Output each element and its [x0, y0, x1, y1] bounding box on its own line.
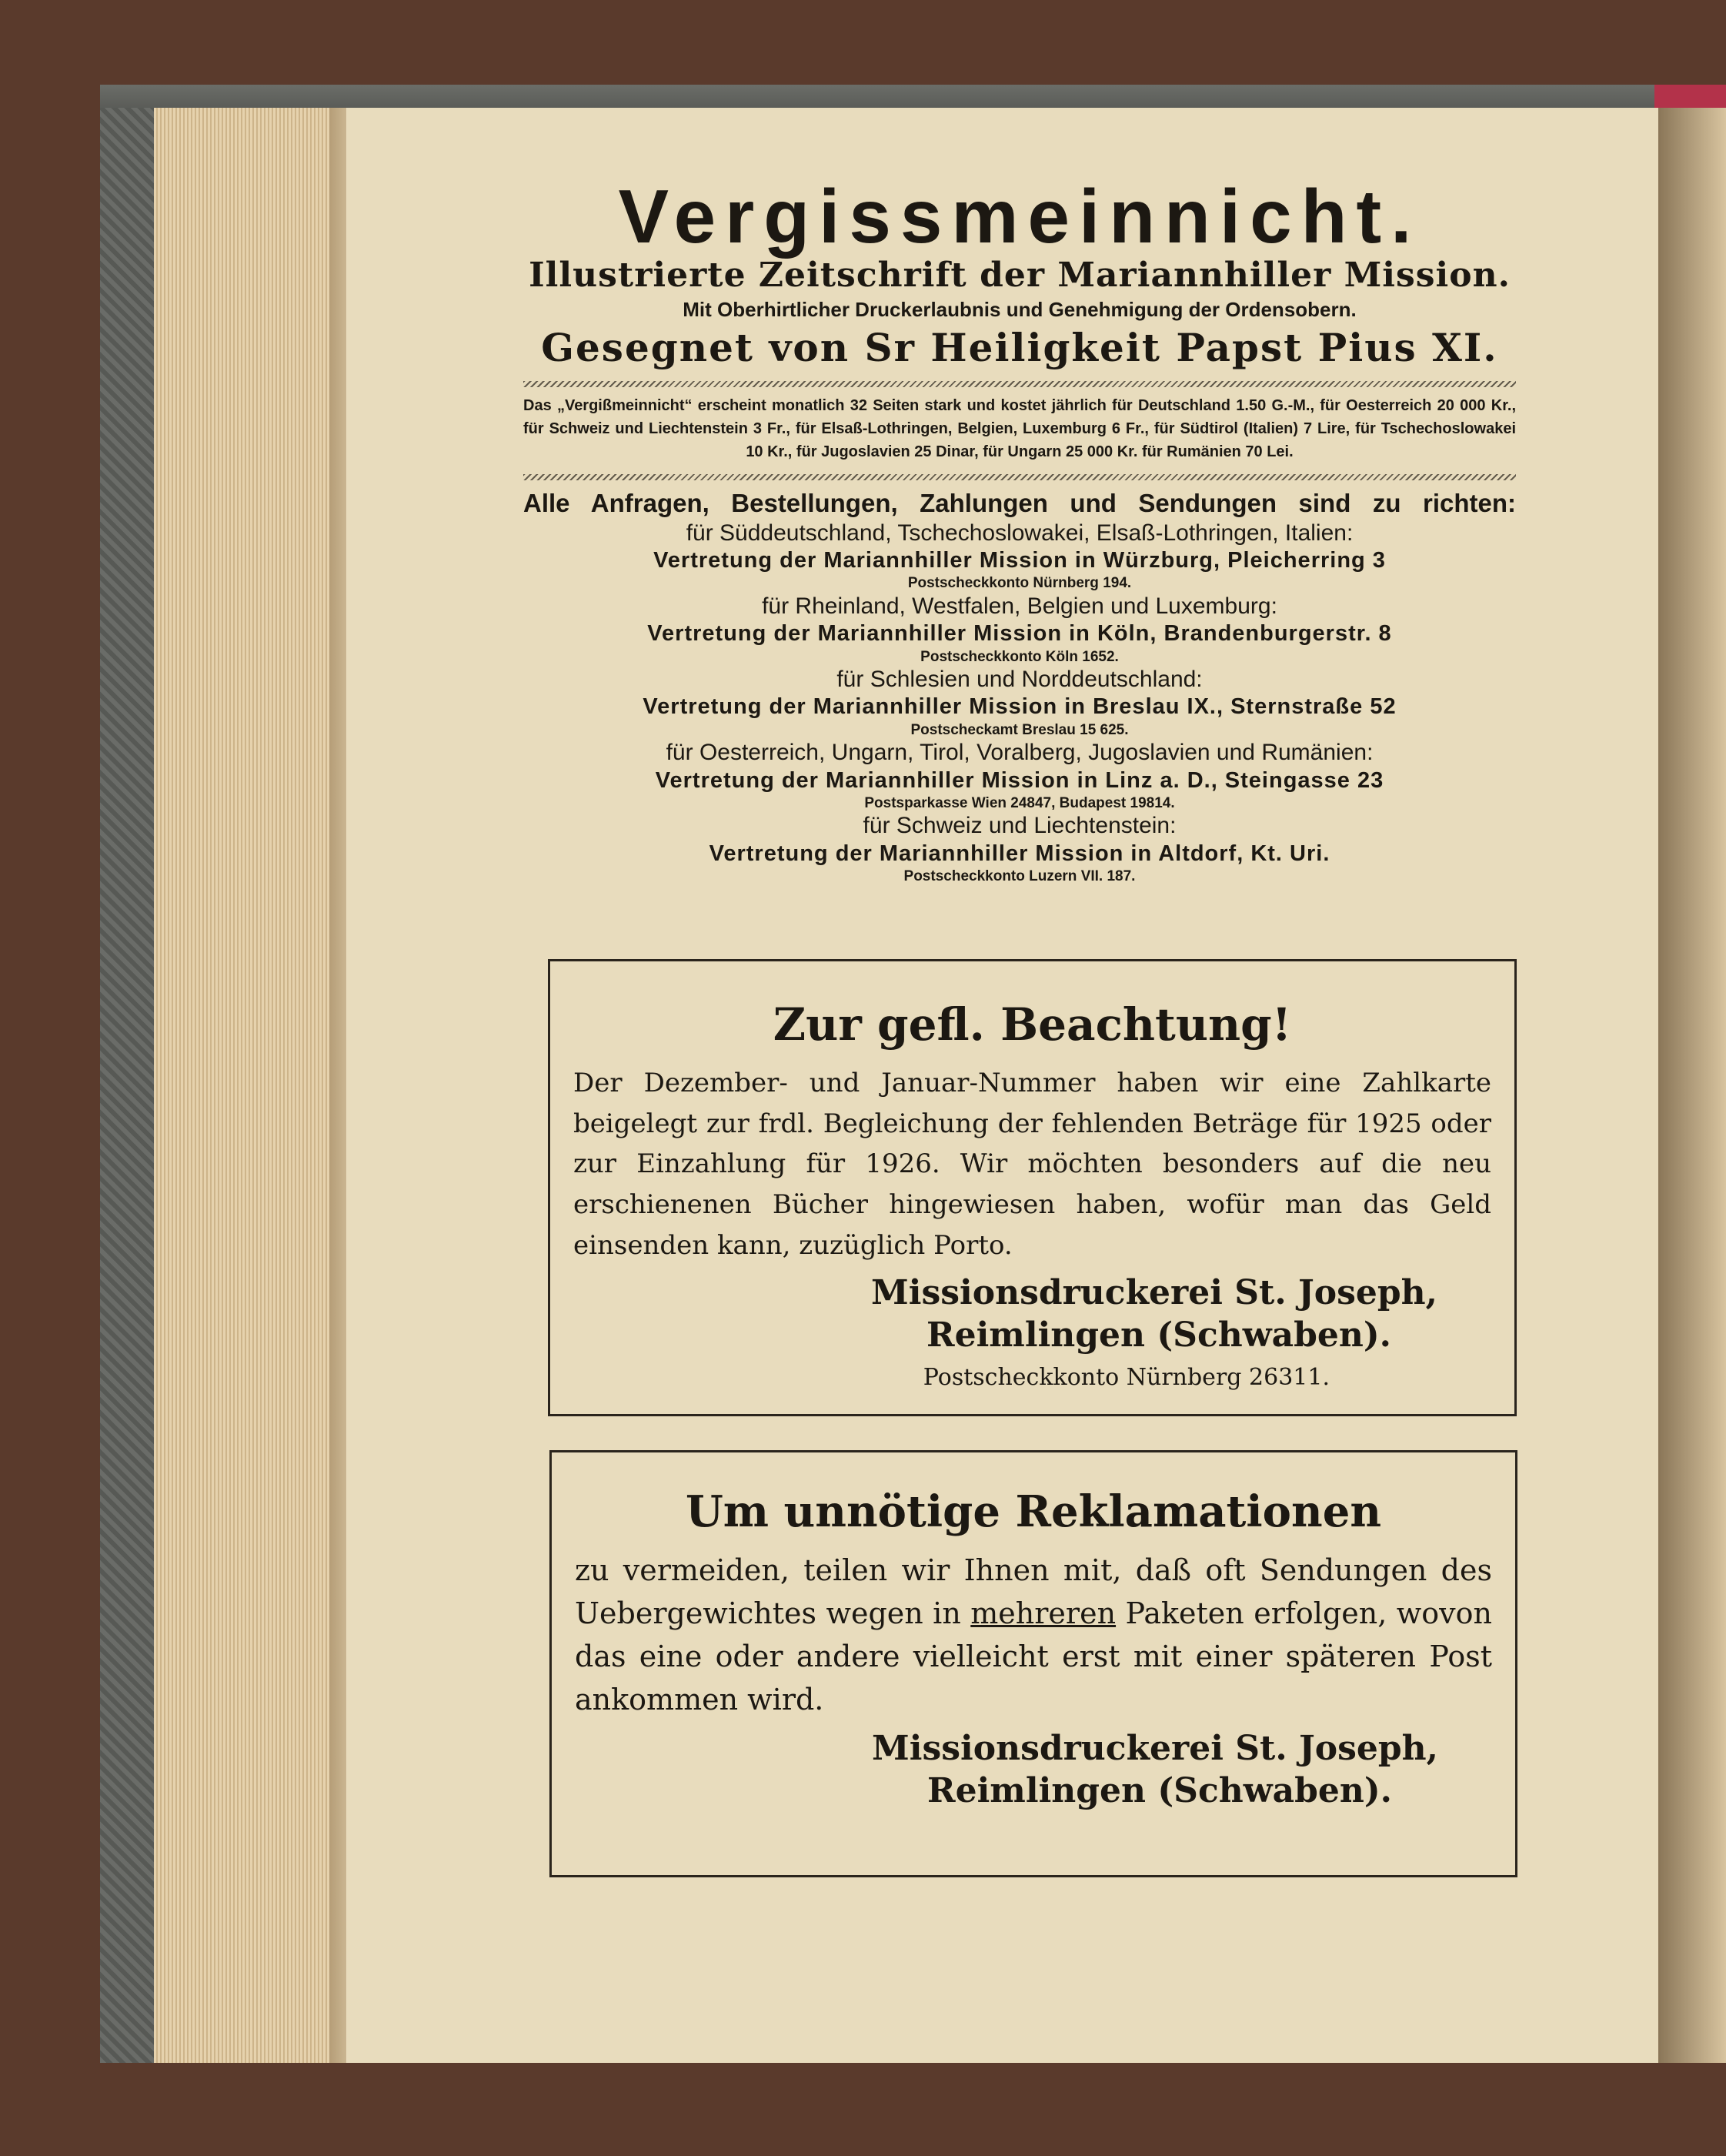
- inquiry-representation: Vertretung der Mariannhiller Mission in Altdorf, Kt. Uri.: [709, 841, 1330, 866]
- notice-heading: Zur gefl. Beachtung!: [773, 998, 1292, 1051]
- subscription-info: Das „Vergißmeinnicht“ erscheint monatlich 32 Seiten stark und kostet jährlich für Deutschland 1.50 G.-M., für Oesterreich 20 000 Kr., für Schweiz und Liechtenstein 3 Fr., für Elsaß-Lothringen, Belgien, Luxemburg 6 Fr., für Südtirol (Italien) 7 Lire, für Tschechoslowakei 10 Kr., für Jugoslavien 25 Dinar, für Ungarn 25 000 Kr. für Rumänien 70 Lei.: [523, 397, 1516, 460]
- signature-line: Reimlingen (Schwaben).: [927, 1771, 1392, 1811]
- bookmark-ribbon: [1654, 85, 1726, 108]
- notice-body: Der Dezember- und Januar-Nummer haben wir eine Zahlkarte beigelegt zur frdl. Begleichung der fehlenden Beträge für 1925 oder zur Einzahlung für 1926. Wir möchten besonders auf die neu erschienenen Bücher hingewiesen haben, wofür man das Geld einsenden kann, zuzüglich Porto.: [573, 1068, 1491, 1261]
- next-page-edge: [1658, 108, 1726, 2063]
- page-edges: [154, 108, 337, 2063]
- inquiry-entry: [523, 739, 1516, 812]
- notice-body: [552, 1549, 1515, 1721]
- papal-blessing: Gesegnet von Sr Heiligkeit Papst Pius XI.: [541, 325, 1498, 371]
- inquiry-region: für Schlesien und Norddeutschland:: [836, 666, 1203, 692]
- inquiries-heading: Alle Anfragen, Bestellungen, Zahlungen und Sendungen sind zu richten:: [523, 489, 1516, 518]
- payment-notice-box: [548, 959, 1517, 1416]
- inquiry-postal-account: Postscheckkonto Köln 1652.: [920, 648, 1119, 665]
- inquiry-representation: Vertretung der Mariannhiller Mission in Breslau IX., Sternstraße 52: [643, 694, 1397, 720]
- reclamation-notice-box: [549, 1450, 1517, 1877]
- inquiry-region: für Oesterreich, Ungarn, Tirol, Voralberg, Jugoslavien und Rumänien:: [666, 739, 1374, 765]
- inquiry-entry: [523, 593, 1516, 666]
- inquiry-entry: [523, 666, 1516, 739]
- inquiry-entry: [523, 812, 1516, 885]
- inquiry-postal-account: Postsparkasse Wien 24847, Budapest 19814.: [864, 794, 1175, 811]
- notice-body-text: Paketen erfolgen, wovon das eine oder andere vielleicht erst mit einer späteren Post ankommen wird.: [575, 1596, 1492, 1716]
- inquiry-postal-account: Postscheckkonto Luzern VII. 187.: [903, 868, 1136, 885]
- signature-line: Missionsdruckerei St. Joseph,: [871, 1273, 1437, 1313]
- inquiry-postal-account: Postscheckkonto Nürnberg 194.: [907, 575, 1132, 592]
- notice-signature: [550, 1272, 1514, 1356]
- notice-body-emphasis: mehreren: [970, 1596, 1117, 1630]
- inquiry-representation: Vertretung der Mariannhiller Mission in Köln, Brandenburgerstr. 8: [647, 621, 1392, 647]
- wavy-divider: [523, 474, 1516, 480]
- wavy-divider: [523, 381, 1516, 387]
- inquiry-representation: Vertretung der Mariannhiller Mission in Würzburg, Pleicherring 3: [653, 548, 1386, 573]
- magazine-title: Vergissmeinnicht.: [618, 174, 1421, 259]
- inquiry-region: für Süddeutschland, Tschechoslowakei, Elsaß-Lothringen, Italien:: [686, 520, 1354, 546]
- notice-signature: [552, 1727, 1515, 1812]
- inquiry-entry: [523, 520, 1516, 593]
- inquiry-region: für Schweiz und Liechtenstein:: [863, 813, 1177, 839]
- print-permission: Mit Oberhirtlicher Druckerlaubnis und Genehmigung der Ordensobern.: [683, 298, 1357, 322]
- notice-postal-account: Postscheckkonto Nürnberg 26311.: [923, 1364, 1330, 1392]
- signature-line: Reimlingen (Schwaben).: [926, 1315, 1391, 1355]
- masthead-block: [523, 174, 1516, 885]
- magazine-subtitle: Illustrierte Zeitschrift der Mariannhiller Mission.: [529, 255, 1511, 295]
- inquiry-postal-account: Postscheckamt Breslau 15 625.: [910, 721, 1129, 738]
- book-cover-spine: [100, 108, 158, 2063]
- inquiry-representation: Vertretung der Mariannhiller Mission in Linz a. D., Steingasse 23: [655, 767, 1384, 793]
- inquiry-region: für Rheinland, Westfalen, Belgien und Luxemburg:: [762, 593, 1277, 619]
- signature-line: Missionsdruckerei St. Joseph,: [872, 1729, 1438, 1769]
- notice-heading: Um unnötige Reklamationen: [685, 1486, 1382, 1537]
- notice-body-text: zu vermeiden, teilen wir Ihnen mit, daß oft Sendungen des Uebergewichtes wegen in: [575, 1553, 1492, 1630]
- inquiries-section: [523, 488, 1516, 885]
